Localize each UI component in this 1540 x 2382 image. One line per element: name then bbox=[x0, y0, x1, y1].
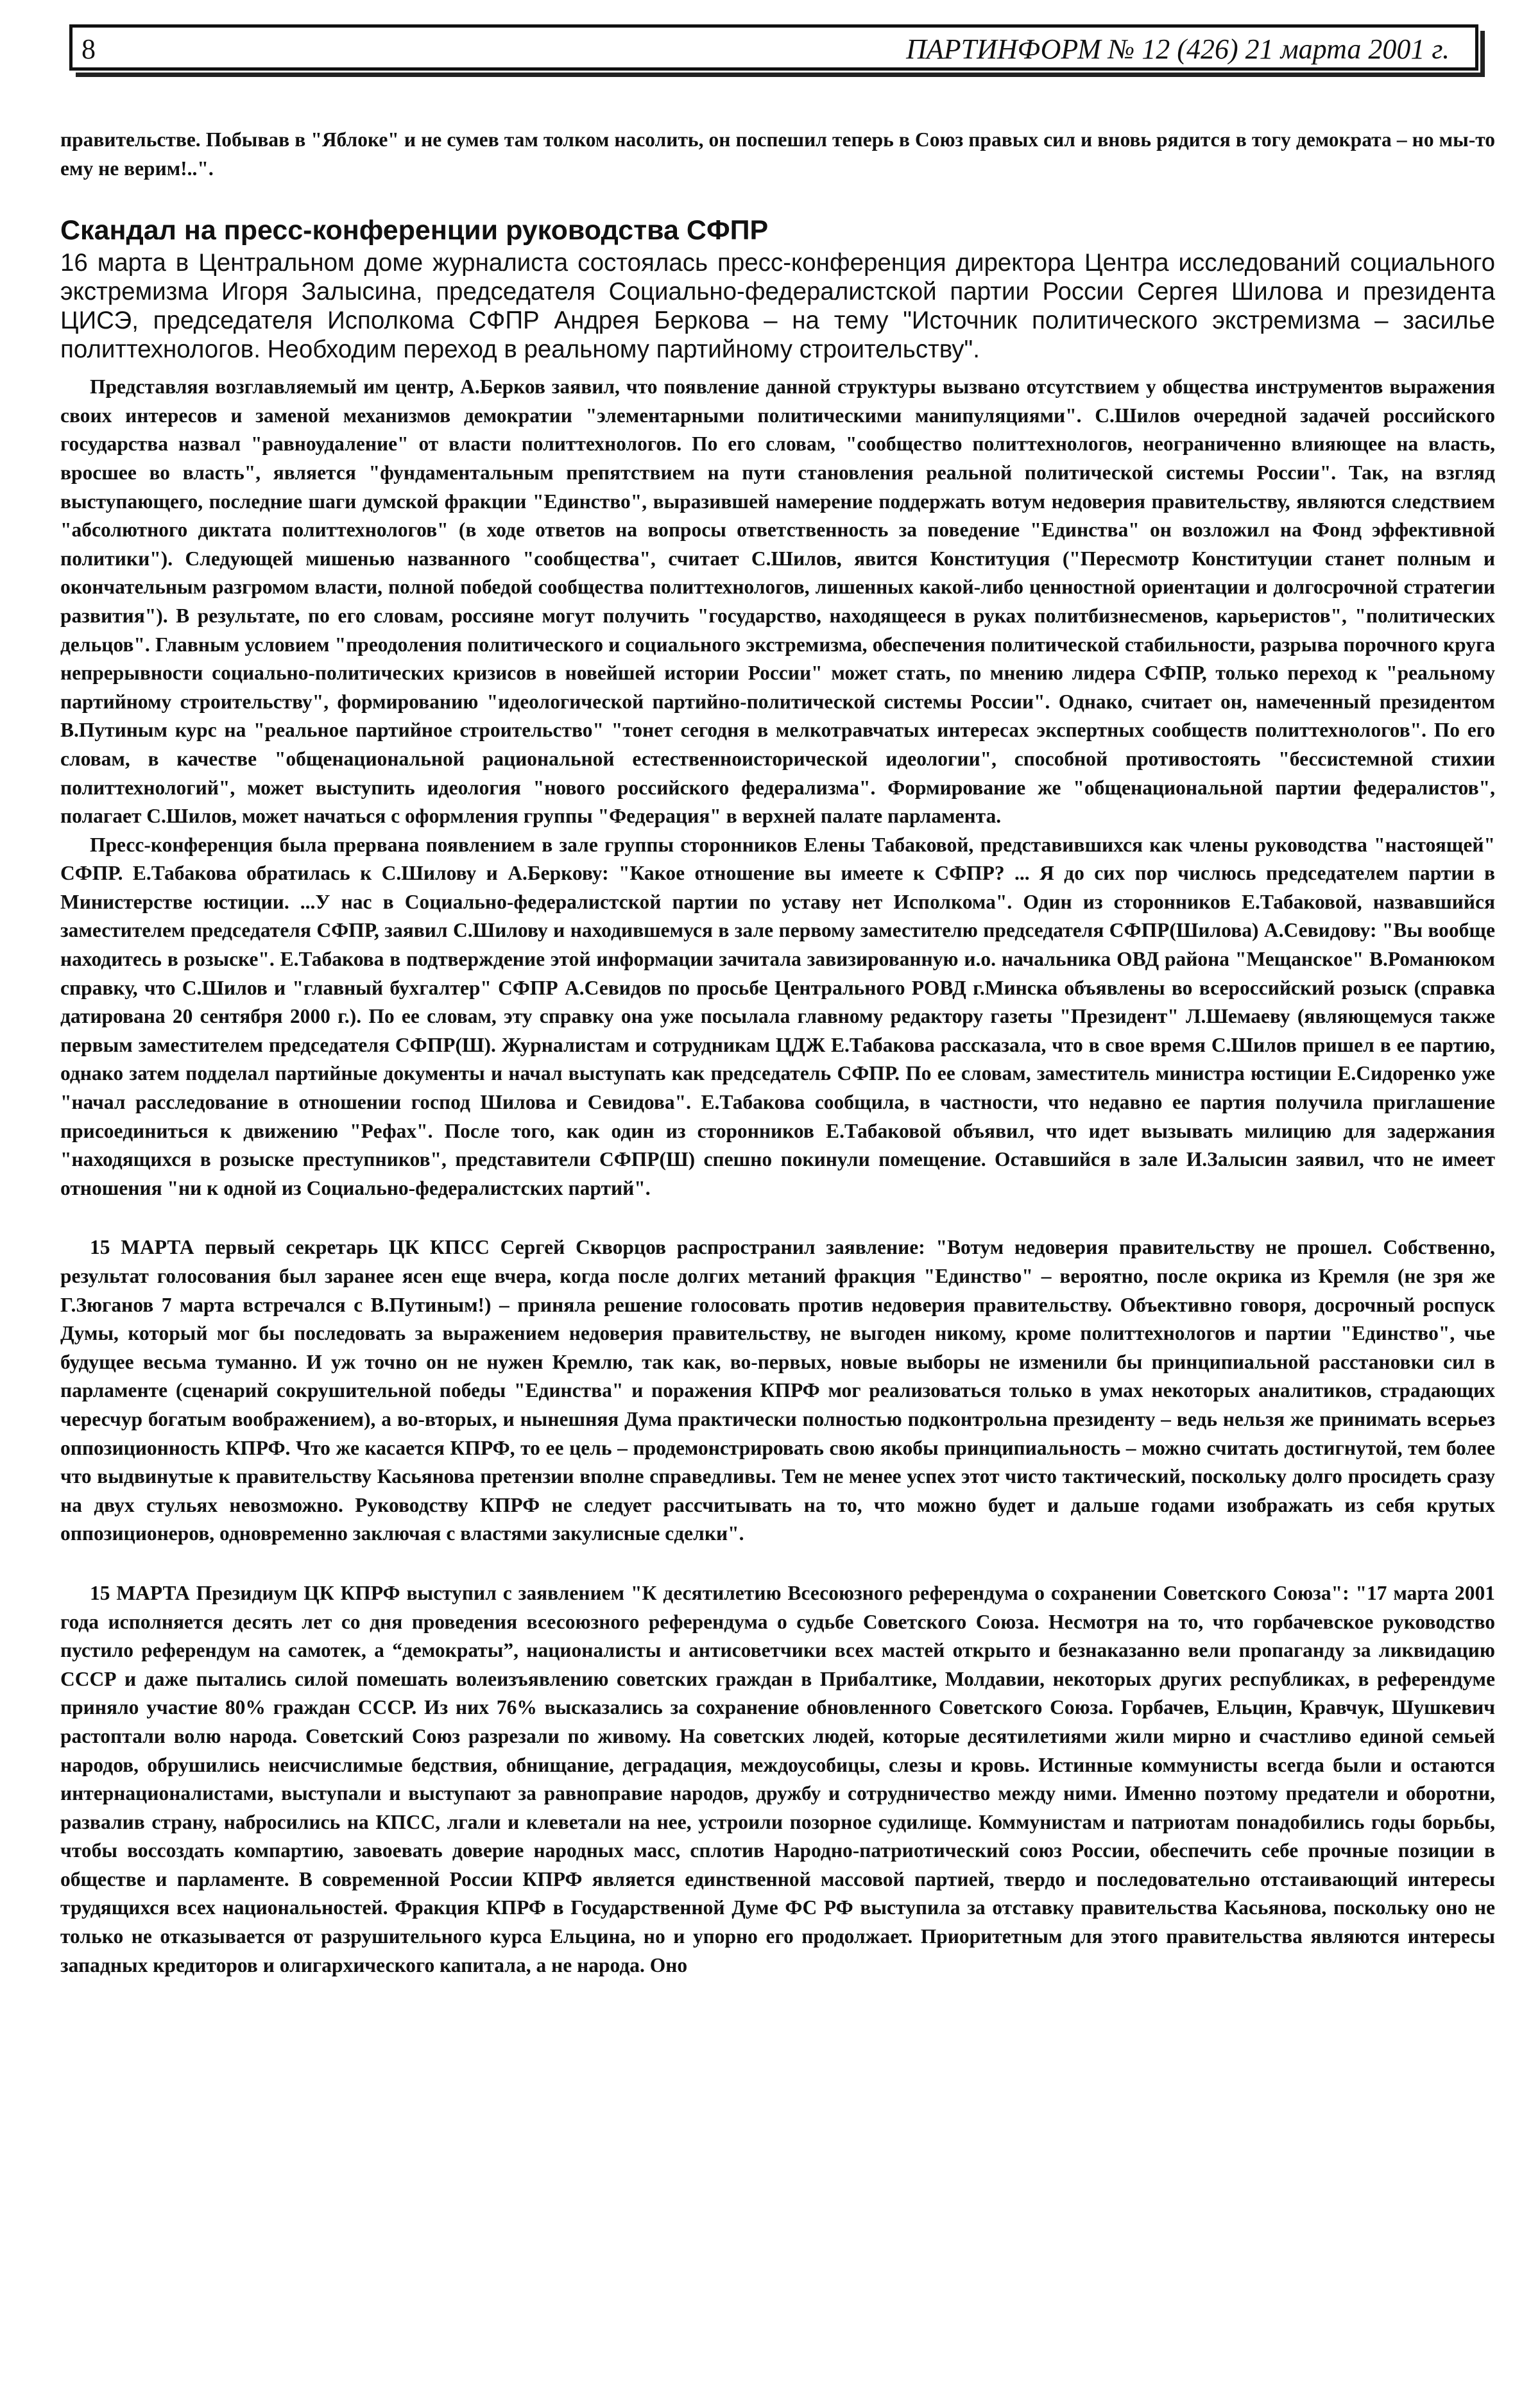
news-item-1: 15 МАРТА первый секретарь ЦК КПСС Сергей Скворцов распространил заявление: "Вотум недоверия правительству не прошел. Собственно, результат голосования был заранее ясен еще вчера, когда после долгих метаний фракция "Единство" – вероятно, после окрика из Кремля (не зря же Г.Зюганов 7 марта встречался с В.Путиным!) – приняла решение голосовать против недоверия правительству. Объективно говоря, досрочный роспуск Думы, который мог бы последовать за выражением недоверия правительству, не выгоден никому, кроме политтехнологов и партии "Единство", чье будущее весьма туманно. И уж точно он не нужен Кремлю, так как, во-первых, новые выборы не изменили бы принципиальной расстановки сил в парламенте (сценарий сокрушительной победы "Единства" и поражения КПРФ мог реализоваться только в умах некоторых аналитиков, страдающих чересчур богатым воображением), а во-вторых, и нынешняя Дума практически полностью подконтрольна президенту – ведь нельзя же принимать всерьез оппозиционность КПРФ. Что же касается КПРФ, то ее цель – продемонстрировать свою якобы принципиальность – можно считать достигнутой, тем более что выдвинутые к правительству Касьянова претензии вполне справедливы. Тем не менее успех этот чисто тактический, поскольку долго просидеть сразу на двух стульях невозможно. Руководству КПРФ не следует рассчитывать на то, что можно будет и дальше годами изображать из себя крутых оппозиционеров, одновременно заключая с властями закулисные сделки". bbox=[60, 1236, 1495, 1545]
news-item-2: 15 МАРТА Президиум ЦК КПРФ выступил с заявлением "К десятилетию Всесоюзного референдума о сохранении Советского Союза": "17 марта 2001 года исполняется десять лет со дня проведения всесоюзного референдума о судьбе Советского Союза. Несмотря на то, что горбачевское руководство пустило референдум на самотек, а “демократы”, националисты и антисоветчики всех мастей открыто и безнаказанно вели пропаганду за ликвидацию СССР и даже пытались силой помешать волеизъявлению советских граждан в Прибалтике, Молдавии, некоторых других республиках, в референдуме приняло участие 80% граждан СССР. Из них 76% высказались за сохранение обновленного Советского Союза. Горбачев, Ельцин, Кравчук, Шушкевич растоптали волю народа. Советский Союз разрезали по живому. На советских людей, которые десятилетиями жили мирно и счастливо единой семьей народов, обрушились неисчислимые бедствия, обнищание, деградация, междоусобицы, слезы и кровь. Истинные коммунисты всегда были и остаются интернационалистами, выступали и выступают за равноправие народов, дружбу и сотрудничество между ними. Именно поэтому предатели и оборотни, развалив страну, набросились на КПСС, лгали и клеветали на нее, устроили позорное судилище. Коммунистам и патриотам понадобились годы борьбы, чтобы воссоздать компартию, завоевать доверие народных масс, сплотив Народно-патриотический союз России, обеспечить себе прочные позиции в обществе и парламенте. В современной России КПРФ является единственной массовой партией, твердо и последовательно отстаивающий интересы трудящихся всех национальностей. Фракция КПРФ в Государственной Думе ФС РФ выступила за отставку правительства Касьянова, поскольку оно не только не отказывается от разрушительного курса Ельцина, но и упорно его продолжает. Приоритетным для этого правительства являются интересы западных кредиторов и олигархического капитала, а не народа. Оно bbox=[60, 1581, 1495, 1976]
article-headline: Скандал на пресс-конференции руководства СФПР bbox=[60, 215, 769, 246]
page-number: 8 bbox=[81, 33, 96, 65]
page-content bbox=[60, 126, 1495, 1980]
article-lead: 16 марта в Центральном доме журналиста состоялась пресс-конференция директора Центра исследований социального экстремизма Игоря Залысина, председателя Социально-федералистской партии России Сергея Шилова и президента ЦИСЭ, председателя Исполкома СФПР Андрея Беркова – на тему "Источник политического экстремизма – засилье политтехнологов. Необходим переход в реальному партийному строительству". bbox=[60, 249, 1495, 364]
spacer bbox=[60, 1203, 1495, 1233]
issue-title: ПАРТИНФОРМ № 12 (426) 21 марта 2001 г. bbox=[906, 33, 1450, 65]
article-paragraph-1: Представляя возглавляемый им центр, А.Берков заявил, что появление данной структуры вызвано отсутствием у общества инструментов выражения своих интересов и заменой механизмов демократии "элементарными политическими манипуляциями". С.Шилов очередной задачей российского государства назвал "равноудаление" от власти политтехнологов. По его словам, "сообщество политтехнологов, неограниченно влияющее на власть, вросшее во власть", является "фундаментальным препятствием на пути становления реальной политической системы России". Так, на взгляд выступающего, последние шаги думской фракции "Единство", выразившей намерение поддержать вотум недоверия правительству, являются следствием "абсолютного диктата политтехнологов" (в ходе ответов на вопросы ответственность за поведение "Единства" он возложил на Фонд эффективной политики"). Следующей мишенью названного "сообщества", считает С.Шилов, явится Конституция ("Пересмотр Конституции станет полным и окончательным разгромом власти, полной победой сообщества политтехнологов, лишенных какой-либо ценностной ориентации и долгосрочной стратегии развития"). В результате, по его словам, россияне могут получить "государство, находящееся в руках политбизнесменов, карьеристов", "политических дельцов". Главным условием "преодоления политического и социального экстремизма, обеспечения политической стабильности, разрыва порочного круга непрерывности социально-политических кризисов в новейшей истории России" может стать, по мнению лидера СФПР, только переход к "реальному партийному строительству", формированию "идеологической партийно-политической системы России". Однако, считает он, намеченный президентом В.Путиным курс на "реальное партийное строительство" "тонет сегодня в мелкотравчатых интересах экспертных сообществ политтехнологов". По его словам, в качестве "общенациональной рациональной естественноисторической идеологии", способной противостоять "бессистемной стихии политтехнологий", может выступить идеология "нового российского федерализма". Формирование же "общенациональной партии федералистов", полагает С.Шилов, может начаться с оформления группы "Федерация" в верхней палате парламента. bbox=[60, 375, 1495, 828]
spacer bbox=[60, 1548, 1495, 1579]
intro-paragraph: правительстве. Побывав в "Яблоке" и не сумев там толком насолить, он поспешил теперь в Союз правых сил и вновь рядится в тогу демократа – но мы-то ему не верим!..". bbox=[60, 128, 1495, 180]
article-paragraph-2: Пресс-конференция была прервана появлением в зале группы сторонников Елены Табаковой, представившихся как члены руководства "настоящей" СФПР. Е.Табакова обратилась к С.Шилову и А.Беркову: "Какое отношение вы имеете к СФПР? ... Я до сих пор числюсь председателем партии в Министерстве юстиции. ...У нас в Социально-федералистской партии по уставу нет Исполкома". Один из сторонников Е.Табаковой, назвавшийся заместителем председателя СФПР, заявил С.Шилову и находившемуся в зале первому заместителю председателя СФПР(Шилова) А.Севидову: "Вы вообще находитесь в розыске". Е.Табакова в подтверждение этой информации зачитала завизированную и.о. начальника ОВД района "Мещанское" В.Романюком справку, что С.Шилов и "главный бухгалтер" СФПР А.Севидов по просьбе Центрального РОВД г.Минска объявлены во всероссийский розыск (справка датирована 20 сентября 2000 г.). По ее словам, эту справку она уже посылала главному редактору газеты "Президент" Л.Шемаеву (являющемуся также первым заместителем председателя СФПР(Ш). Журналистам и сотрудникам ЦДЖ Е.Табакова рассказала, что в свое время С.Шилов пришел в ее партию, однако затем подделал партийные документы и начал выступать как председатель СФПР. По ее словам, заместитель министра юстиции Е.Сидоренко уже "начал расследование в отношении господ Шилова и Севидова". Е.Табакова сообщила, в частности, что недавно ее партия получила приглашение присоединиться к движению "Рефах". После того, как один из сторонников Е.Табаковой объявил, что идет вызывать милицию для задержания "находящихся в розыске преступников", представители СФПР(Ш) спешно покинули помещение. Оставшийся в зале И.Залысин заявил, что не имеет отношения "ни к одной из Социально-федералистских партий". bbox=[60, 833, 1495, 1199]
page-header bbox=[69, 24, 1478, 71]
